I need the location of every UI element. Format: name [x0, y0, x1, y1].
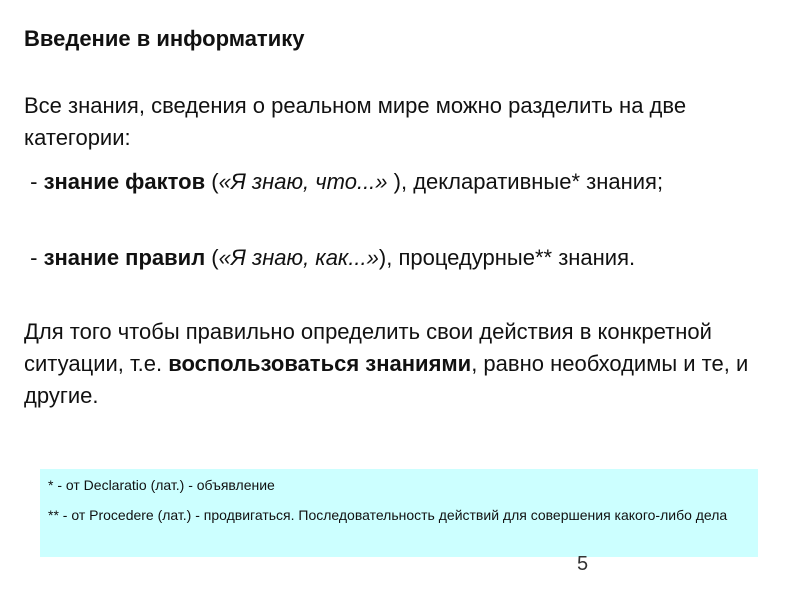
- page-number: 5: [577, 553, 589, 575]
- item-open-paren: (: [205, 245, 219, 270]
- rules-rest: ), процедурные** знания.: [378, 245, 636, 270]
- conclusion-paragraph: [24, 316, 764, 412]
- footnote-procedural: ** - от Procedere (лат.) - продвигаться. Последовательность действий для совершения какого-либо дела: [48, 507, 728, 523]
- facts-rest: ), декларативные* знания;: [387, 169, 664, 194]
- item-prefix: -: [24, 245, 44, 270]
- conclusion-emphasis: воспользоваться знаниями: [168, 351, 472, 376]
- conclusion-end: , равно необходимы и те, и другие.: [24, 351, 749, 408]
- facts-term: знание фактов: [43, 169, 206, 194]
- facts-knowledge-item: [24, 166, 764, 198]
- slide-title: Введение в информатику: [24, 26, 305, 51]
- item-open-paren: (: [205, 169, 219, 194]
- rules-term: знание правил: [43, 245, 206, 270]
- footnote-declarative: * - от Declaratio (лат.) - объявление: [48, 477, 275, 493]
- rules-knowledge-item: [24, 242, 764, 274]
- item-prefix: -: [24, 169, 44, 194]
- conclusion-start: Для того чтобы правильно определить свои действия в конкретной ситуации, т.е.: [24, 319, 712, 376]
- intro-paragraph: Все знания, сведения о реальном мире можно разделить на две категории:: [24, 93, 687, 150]
- facts-quote: «Я знаю, что...»: [218, 169, 388, 194]
- footnote-box: [40, 469, 758, 557]
- rules-quote: «Я знаю, как...»: [218, 245, 379, 270]
